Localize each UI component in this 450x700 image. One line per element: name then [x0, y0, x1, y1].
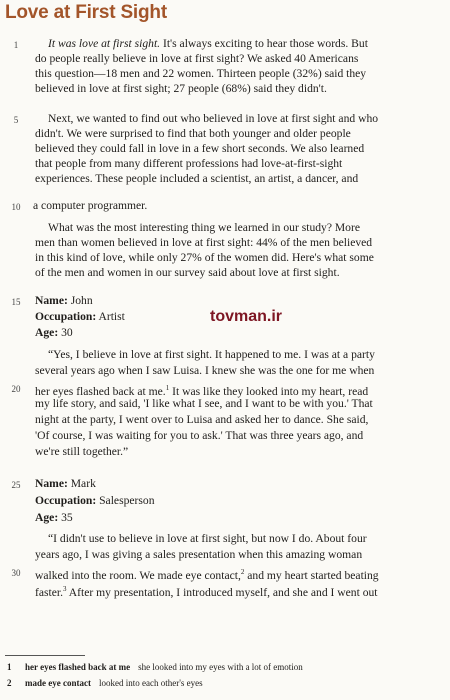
text-line: believed they could fall in love in a few short seconds. We also learned [35, 142, 365, 155]
line-number: 15 [11, 297, 21, 307]
occupation-label: Occupation: [35, 494, 97, 507]
text-line: of the men and women in our survey said about love at first sight. [35, 266, 340, 279]
text-fragment: her eyes flashed back at me. [35, 384, 166, 398]
footnote-definition: looked into each other's eyes [98, 678, 203, 688]
name-value: Mark [70, 477, 96, 490]
line-number: 25 [11, 480, 21, 490]
name-label: Name: [35, 294, 68, 307]
footnote-number: 1 [7, 662, 12, 672]
footnote-ref: 3 [63, 585, 67, 593]
text-line: didn't. We were surprised to find that both younger and older people [35, 127, 351, 140]
text-line: experiences. These people included a scientist, an artist, a dancer, and [35, 172, 359, 185]
text-line: a computer programmer. [33, 199, 148, 212]
footnote [25, 678, 203, 688]
text-line: men than women believed in love at first sight: 44% of the men believed [35, 236, 373, 249]
text-fragment: faster. [35, 585, 64, 599]
text-line: night at the party, I went over to Luisa and asked her to dance. She said, [35, 413, 369, 426]
name-label: Name: [35, 477, 68, 490]
text-fragment: and my heart started beating [244, 568, 379, 582]
profile-occupation [35, 310, 125, 324]
text-line [48, 37, 368, 51]
text-line: “Yes, I believe in love at first sight. It happened to me. I was at a party [48, 348, 375, 361]
text-line: several years ago when I saw Luisa. I knew she was the one for me when [35, 364, 375, 377]
text-line: this question—18 men and 22 women. Thirteen people (32%) said they [35, 67, 367, 80]
age-label: Age: [35, 326, 59, 339]
profile-age [35, 326, 73, 340]
age-value: 35 [61, 511, 73, 524]
text-line [35, 582, 378, 600]
text-line: Next, we wanted to find out who believed in love at first sight and who [48, 112, 379, 125]
age-label: Age: [35, 511, 59, 524]
text-line: “I didn't use to believe in love at first sight, but now I do. About four [48, 532, 367, 545]
page-title: Love at First Sight [5, 2, 167, 23]
profile-name [35, 477, 96, 491]
profile-occupation [35, 494, 155, 508]
footnote [25, 662, 303, 672]
watermark: tovman.ir [210, 308, 283, 325]
occupation-value: Artist [98, 310, 125, 323]
footnote-definition: she looked into my eyes with a lot of emotion [138, 662, 303, 672]
text-fragment: It was like they looked into my heart, read [169, 384, 369, 398]
text-fragment: It's always exciting to hear those words. But [160, 37, 368, 50]
footnote-divider [5, 655, 85, 656]
italic-phrase: It was love at first sight. [48, 37, 161, 50]
text-line: do people really believe in love at first sight? We asked 40 Americans [35, 52, 359, 65]
occupation-value: Salesperson [99, 494, 155, 507]
footnote-ref: 1 [165, 384, 170, 392]
text-line: What was the most interesting thing we learned in our study? More [48, 221, 360, 234]
line-number: 1 [13, 40, 19, 50]
line-number: 10 [11, 202, 21, 212]
text-fragment: After my presentation, I introduced myself, and she and I went out [66, 585, 378, 599]
age-value: 30 [61, 326, 73, 339]
footnote-number: 2 [7, 678, 12, 688]
name-value: John [70, 294, 93, 307]
text-line: in this kind of love, while only 27% of the women did. Here's what some [35, 251, 374, 264]
profile-age [35, 511, 73, 525]
text-line: that people from many different professions had love-at-first-sight [35, 157, 343, 170]
text-line: years ago, I was giving a sales presentation when this amazing woman [35, 548, 363, 561]
line-number: 30 [11, 568, 21, 578]
occupation-label: Occupation: [35, 310, 97, 323]
footnote-ref: 2 [240, 568, 245, 576]
line-number: 20 [11, 384, 21, 394]
line-number: 5 [13, 115, 19, 125]
text-line [35, 565, 379, 583]
text-line: we're still together.” [35, 445, 129, 458]
text-line: believed in love at first sight; 27 people (68%) said they didn't. [35, 82, 327, 95]
text-fragment: walked into the room. We made eye contact, [35, 568, 241, 582]
footnote-term: made eye contact [25, 678, 91, 688]
footnote-term: her eyes flashed back at me [25, 662, 131, 672]
profile-name [35, 294, 93, 308]
text-line: 'Of course, I was waiting for you to ask.' That was three years ago, and [35, 429, 364, 442]
text-line: my life story, and said, 'I like what I see, and I want to be with you.' That [35, 397, 373, 410]
